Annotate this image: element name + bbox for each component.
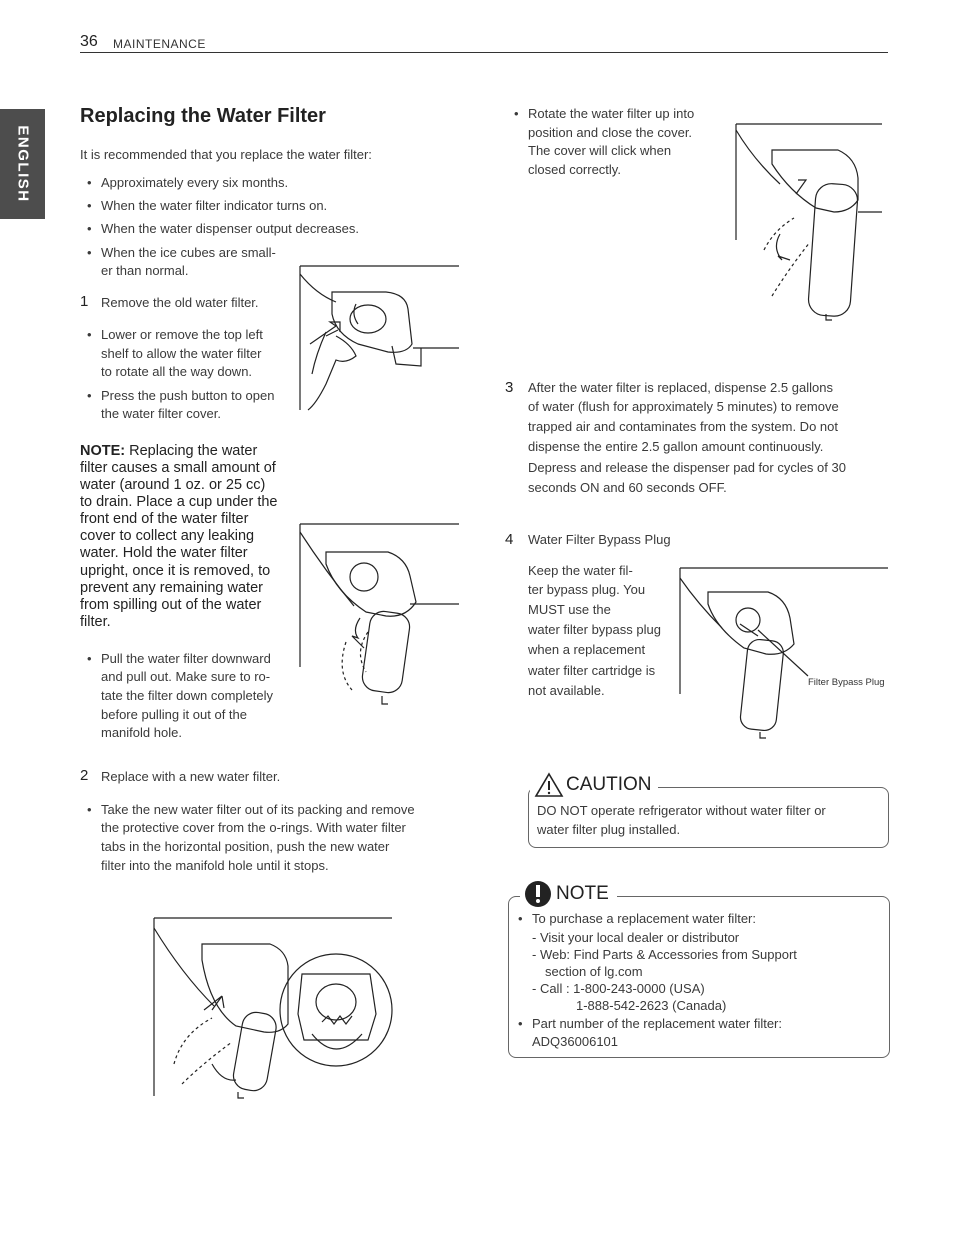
list-item-continued: position and close the cover.	[528, 125, 693, 140]
note-line	[80, 443, 257, 460]
step-text-line: Keep the water fil-	[528, 563, 633, 578]
step-number: 2	[80, 767, 89, 784]
list-item-continued: to rotate all the way down.	[101, 364, 253, 379]
list-item-continued: the protective cover from the o-rings. With water filter	[101, 820, 406, 835]
step-text-line: not available.	[528, 683, 605, 698]
step-number: 3	[505, 379, 514, 396]
step-text-line: when a replacement	[528, 642, 646, 657]
note-line: cover to collect any leaking	[80, 528, 255, 544]
step-text-line: MUST use the	[528, 602, 611, 617]
note-line: - Visit your local dealer or distributor	[532, 930, 740, 945]
list-item-continued: manifold hole.	[101, 725, 182, 740]
note-header	[520, 880, 617, 908]
note-text: Replacing the water	[125, 443, 258, 459]
header-rule	[80, 52, 888, 53]
section-name: MAINTENANCE	[113, 37, 206, 51]
note-line: filter.	[80, 614, 111, 630]
step-text-line: After the water filter is replaced, dispense 2.5 gallons	[528, 380, 833, 395]
step-number: 4	[505, 531, 514, 548]
figure-label: Filter Bypass Plug	[808, 677, 885, 688]
note-line: front end of the water filter	[80, 511, 249, 527]
note-line: to drain. Place a cup under the	[80, 494, 278, 510]
note-line: upright, once it is removed, to	[80, 563, 271, 579]
list-item-continued: shelf to allow the water filter	[101, 346, 262, 361]
language-tab	[0, 109, 45, 219]
list-item-continued: before pulling it out of the	[101, 707, 247, 722]
warning-triangle-icon	[534, 772, 564, 798]
list-item: • Press the push button to open	[80, 387, 274, 406]
list-item: • When the water dispenser output decreases.	[80, 220, 359, 239]
press-button-illustration	[296, 264, 461, 414]
list-item-continued: and pull out. Make sure to ro-	[101, 669, 271, 684]
list-item: • Take the new water filter out of its packing and remove	[80, 801, 415, 820]
note-line: section of lg.com	[545, 964, 643, 979]
list-item-continued: The cover will click when	[528, 143, 672, 158]
list-item-continued: tate the filter down completely	[101, 688, 273, 703]
insert-filter-illustration	[152, 914, 397, 1099]
step-text-line: trapped air and contaminates from the system. Do not	[528, 419, 838, 434]
page-title: Replacing the Water Filter	[80, 105, 326, 127]
step-number: 1	[80, 293, 89, 310]
note-line: prevent any remaining water	[80, 580, 263, 596]
step-text-line: seconds ON and 60 seconds OFF.	[528, 480, 727, 495]
exclamation-icon	[524, 880, 552, 908]
intro-text: It is recommended that you replace the water filter:	[80, 147, 372, 162]
list-item: • When the water filter indicator turns on.	[80, 197, 327, 216]
note-box-title: NOTE	[552, 883, 613, 905]
note-list-item: • Part number of the replacement water filter:	[511, 1015, 782, 1032]
caution-text-line: DO NOT operate refrigerator without water filter or	[537, 803, 826, 818]
list-item: • Approximately every six months.	[80, 174, 288, 193]
step-label: Remove the old water filter.	[101, 295, 259, 310]
rotate-filter-illustration	[734, 120, 884, 325]
list-item: • When the ice cubes are small-	[80, 244, 276, 263]
list-item-continued: filter into the manifold hole until it stops.	[101, 858, 329, 873]
step-label: Water Filter Bypass Plug	[528, 532, 671, 547]
note-line: from spilling out of the water	[80, 597, 262, 613]
caution-text-line: water filter plug installed.	[537, 822, 681, 837]
pull-filter-illustration	[296, 522, 461, 707]
note-line: ADQ36006101	[532, 1034, 619, 1049]
note-line: - Web: Find Parts & Accessories from Support	[532, 947, 797, 962]
list-item-continued: tabs in the horizontal position, push the new water	[101, 839, 390, 854]
note-line: - Call : 1-800-243-0000 (USA)	[532, 981, 705, 996]
step-text-line: water filter cartridge is	[528, 663, 656, 678]
note-line: water (around 1 oz. or 25 cc)	[80, 477, 266, 493]
language-tab-label: ENGLISH	[14, 125, 31, 203]
note-line: filter causes a small amount of	[80, 460, 276, 476]
step-text-line: Depress and release the dispenser pad for cycles of 30	[528, 460, 846, 475]
step-text-line: of water (flush for approximately 5 minutes) to remove	[528, 399, 839, 414]
step-label: Replace with a new water filter.	[101, 769, 281, 784]
step-text-line: water filter bypass plug	[528, 622, 661, 637]
list-item-continued: closed correctly.	[528, 162, 621, 177]
note-list-item: • To purchase a replacement water filter:	[511, 910, 756, 927]
step-text-line: dispense the entire 2.5 gallon amount continuously.	[528, 439, 824, 454]
bypass-plug-illustration	[678, 564, 890, 739]
note-line: 1-888-542-2623 (Canada)	[576, 998, 727, 1013]
page-number: 36	[80, 33, 98, 50]
list-item-continued: the water filter cover.	[101, 406, 221, 421]
step-text-line: ter bypass plug. You	[528, 582, 646, 597]
list-item: • Rotate the water filter up into	[507, 105, 694, 124]
note-line: water. Hold the water filter	[80, 545, 248, 561]
list-item: • Lower or remove the top left	[80, 326, 263, 345]
caution-title: CAUTION	[566, 774, 652, 795]
caution-header	[530, 772, 658, 798]
list-item-continued: er than normal.	[101, 263, 189, 278]
note-lead: NOTE:	[80, 443, 126, 459]
list-item: • Pull the water filter downward	[80, 650, 271, 669]
